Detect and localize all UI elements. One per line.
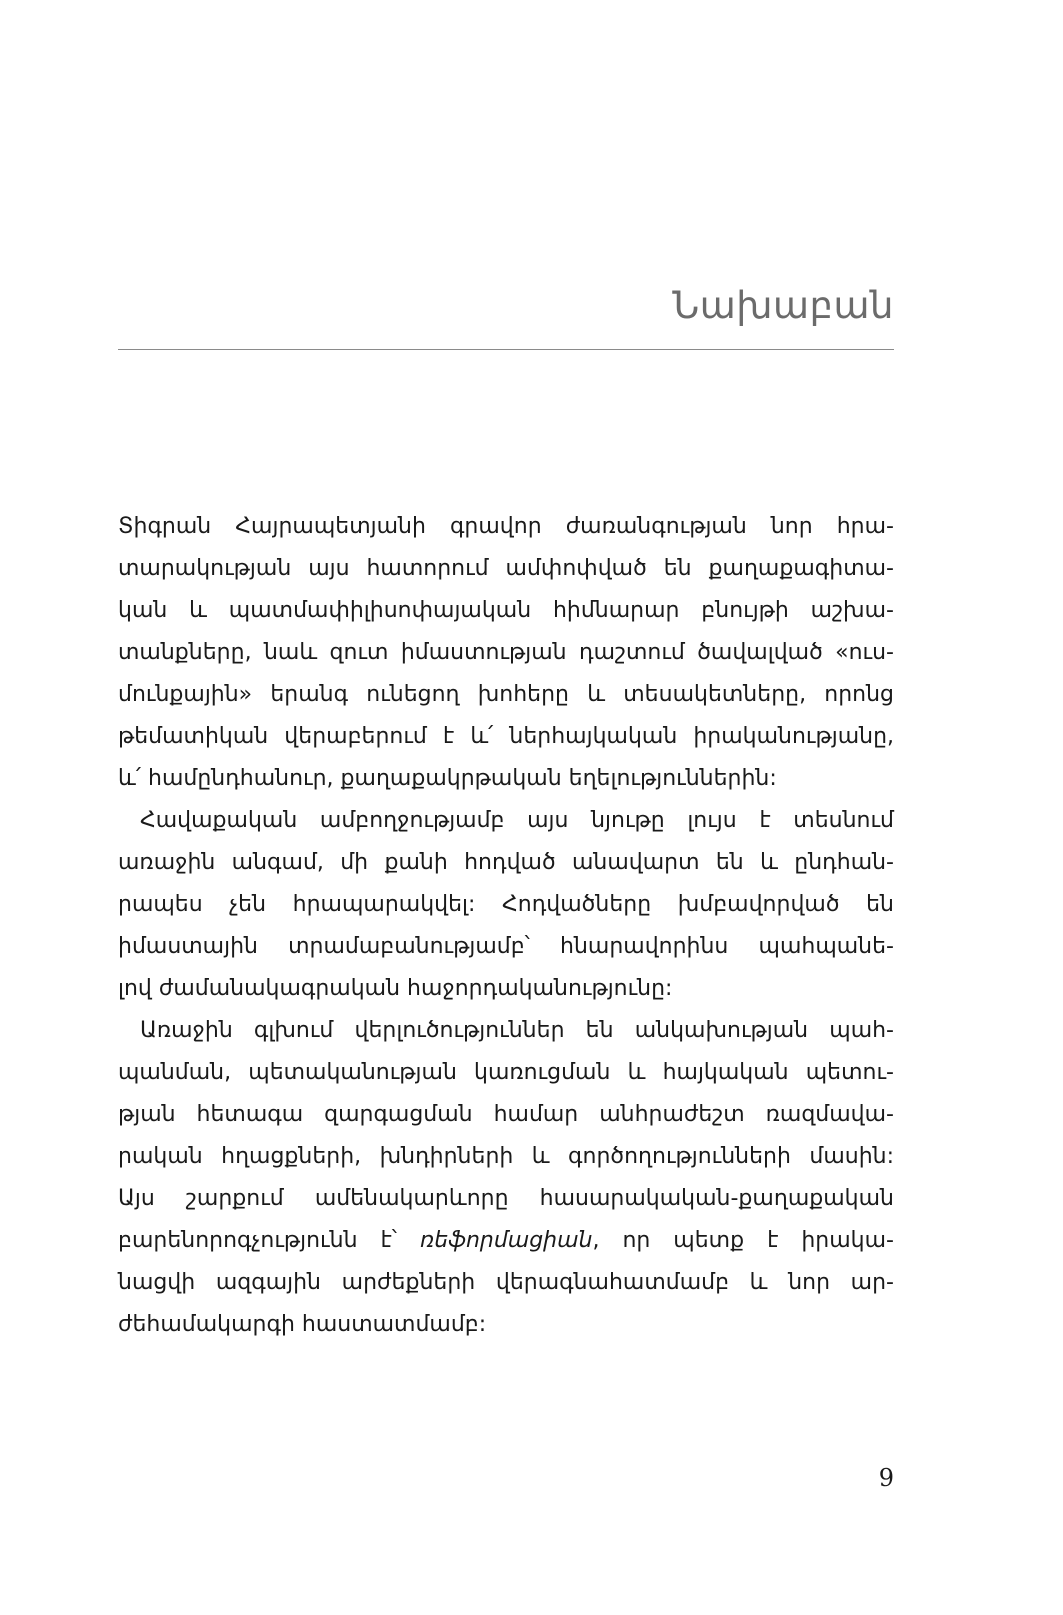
text-line: տարակության այս հատորում ամփոփված են քաղաքագիտա- xyxy=(118,556,894,581)
text-line: կան և պատմափիլիսոփայական հիմնարար բնույթի աշխա- xyxy=(118,598,894,623)
emphasized-term: ռեֆորմացիան xyxy=(420,1228,593,1253)
text-line: թյան հետագա զարգացման համար անհրաժեշտ ռազմավա- xyxy=(118,1102,894,1127)
text-line: պանման, պետականության կառուցման և հայկական պետու- xyxy=(118,1060,894,1085)
text-line: Հավաքական ամբողջությամբ այս նյութը լույս է տեսնում xyxy=(140,808,894,833)
text-line-with-emphasis xyxy=(118,1220,894,1262)
text-line: ժեհամակարգի հաստատմամբ: xyxy=(118,1312,487,1337)
body-text xyxy=(118,506,894,1346)
text-line: և՛ համընդհանուր, քաղաքակրթական եղելություններին: xyxy=(118,766,777,791)
text-line: մունքային» երանգ ունեցող խոհերը և տեսակետները, որոնց xyxy=(118,682,894,707)
page-number: 9 xyxy=(878,1464,894,1492)
text-line: Առաջին գլխում վերլուծություններ են անկախության պահ- xyxy=(140,1018,894,1043)
text-line: նացվի ազգային արժեքների վերագնահատմամբ և նոր ար- xyxy=(118,1270,894,1295)
text-line: իմաստային տրամաբանությամբ՝ հնարավորինս պահպանե- xyxy=(118,934,894,959)
text-line: տանքները, նաև զուտ իմաստության դաշտում ծավալված «ուս- xyxy=(118,640,894,665)
text-line: լով ժամանակագրական հաջորդականությունը: xyxy=(118,976,673,1001)
text-line: առաջին անգամ, մի քանի հոդված անավարտ են և ընդհան- xyxy=(118,850,894,875)
text-line: Այս շարքում ամենակարևորը հասարակական-քաղաքական xyxy=(118,1186,894,1211)
text-line: րական հղացքների, խնդիրների և գործողությունների մասին: xyxy=(118,1144,894,1169)
text-line: թեմատիկան վերաբերում է և՛ ներհայկական իրականությանը, xyxy=(118,724,894,749)
text-segment: բարենորոգչությունն է՝ xyxy=(118,1228,421,1253)
text-line: րապես չեն հրապարակվել: Հոդվածները խմբավորված են xyxy=(118,892,894,917)
text-segment: , որ պետք է իրակա- xyxy=(592,1228,894,1253)
page-title: Նախաբան xyxy=(672,284,894,327)
text-line: Տիգրան Հայրապետյանի գրավոր ժառանգության նոր հրա- xyxy=(118,514,894,539)
title-divider xyxy=(118,349,894,350)
